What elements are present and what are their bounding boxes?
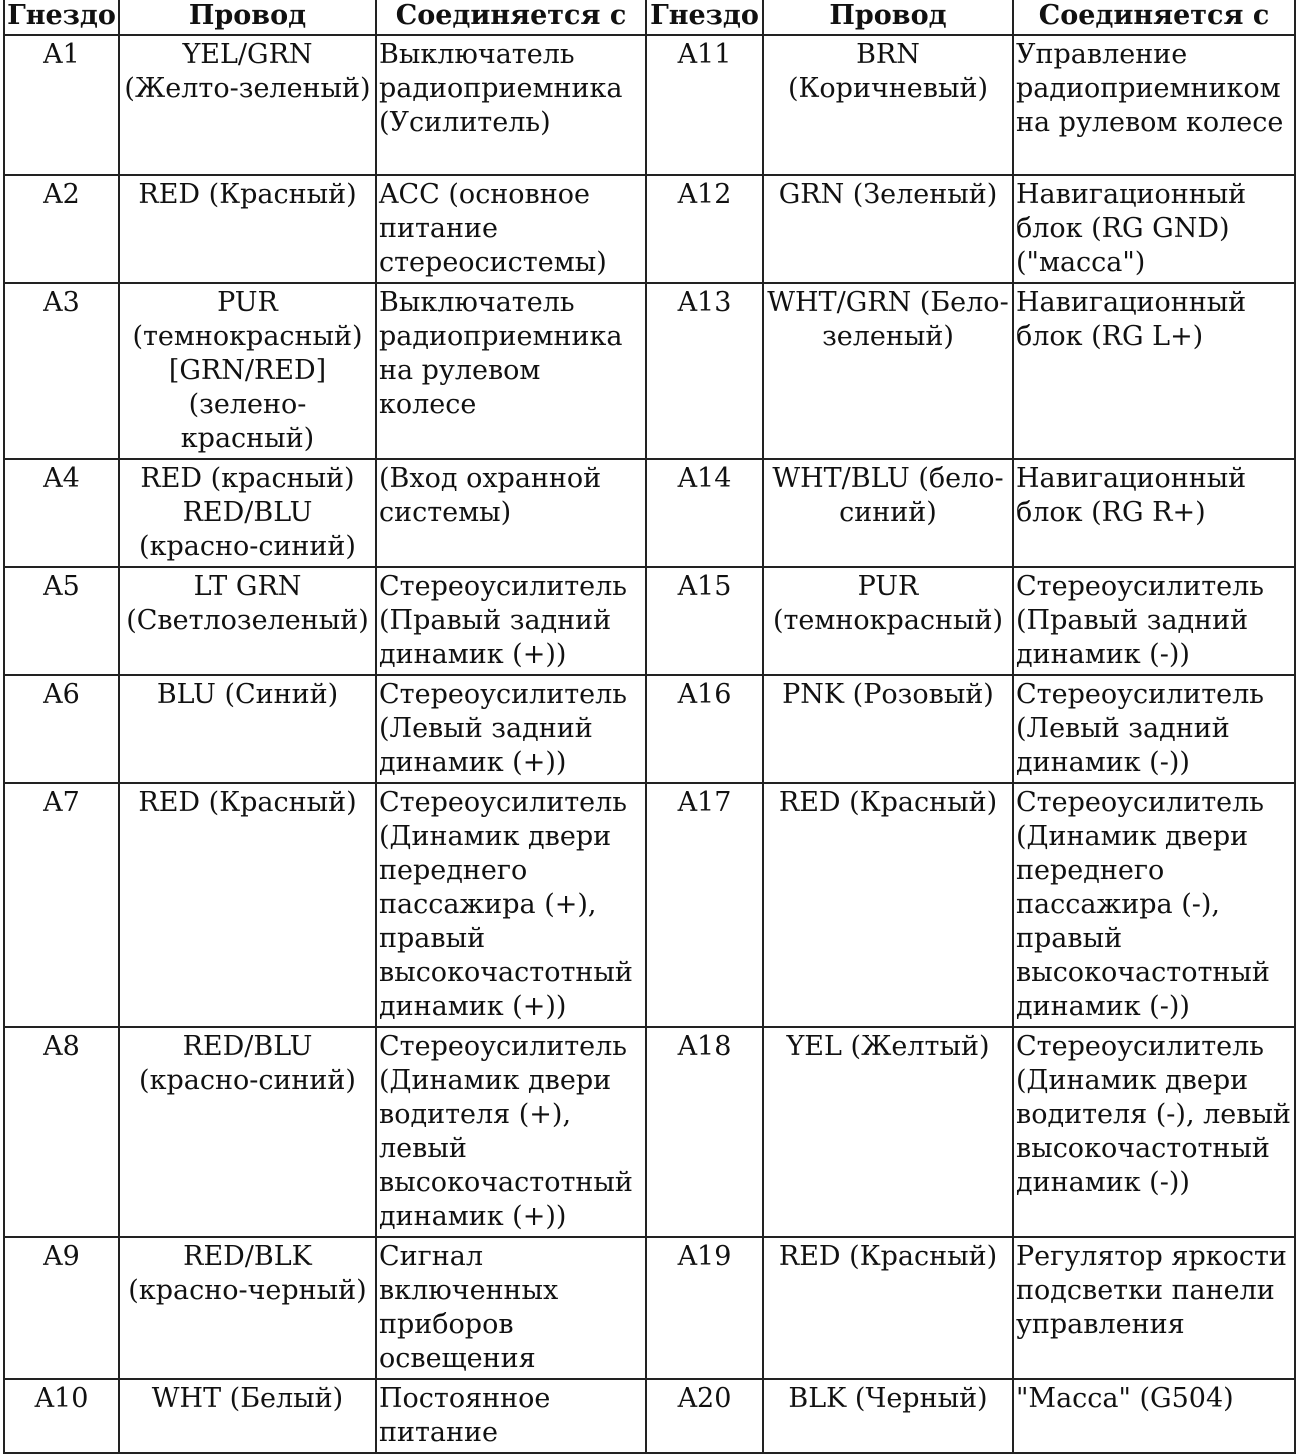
- cell-socket-left: A5: [4, 567, 119, 675]
- cell-wire-left: WHT (Белый): [119, 1379, 376, 1453]
- cell-wire-right: WHT/GRN (Бело-зеленый): [763, 283, 1013, 459]
- table-row: [4, 35, 1295, 175]
- cell-socket-left: A6: [4, 675, 119, 783]
- table-row: [4, 1379, 1295, 1453]
- cell-connects-left: Стереоусилитель (Динамик двери водителя (+), левый высокочастотный динамик (+)): [376, 1027, 646, 1237]
- cell-socket-left: A1: [4, 35, 119, 175]
- cell-connects-right: "Масса" (G504): [1013, 1379, 1295, 1453]
- cell-wire-right: GRN (Зеленый): [763, 175, 1013, 283]
- cell-wire-right: RED (Красный): [763, 783, 1013, 1027]
- cell-wire-right: BRN (Коричневый): [763, 35, 1013, 175]
- cell-connects-left: Стереоусилитель (Левый задний динамик (+)): [376, 675, 646, 783]
- table-row: [4, 1027, 1295, 1237]
- header-connects-right: Соединяется с: [1013, 0, 1295, 35]
- cell-wire-right: BLK (Черный): [763, 1379, 1013, 1453]
- cell-wire-right: PUR (темнокрасный): [763, 567, 1013, 675]
- cell-socket-right: A15: [646, 567, 763, 675]
- table-row: [4, 283, 1295, 459]
- cell-wire-right: RED (Красный): [763, 1237, 1013, 1379]
- cell-connects-left: (Вход охранной системы): [376, 459, 646, 567]
- cell-socket-left: A3: [4, 283, 119, 459]
- cell-wire-left: BLU (Синий): [119, 675, 376, 783]
- cell-wire-right: WHT/BLU (бело-синий): [763, 459, 1013, 567]
- cell-socket-right: A13: [646, 283, 763, 459]
- table-row: [4, 783, 1295, 1027]
- cell-connects-left: Постоянное питание: [376, 1379, 646, 1453]
- cell-socket-right: A20: [646, 1379, 763, 1453]
- cell-wire-left: RED (Красный): [119, 783, 376, 1027]
- cell-wire-right: PNK (Розовый): [763, 675, 1013, 783]
- cell-connects-right: Навигационный блок (RG L+): [1013, 283, 1295, 459]
- header-connects-left: Соединяется с: [376, 0, 646, 35]
- cell-connects-left: Выключатель радиоприемника на рулевом колесе: [376, 283, 646, 459]
- cell-socket-left: A2: [4, 175, 119, 283]
- header-wire-right: Провод: [763, 0, 1013, 35]
- header-row: [4, 0, 1295, 35]
- cell-connects-right: Регулятор яркости подсветки панели управления: [1013, 1237, 1295, 1379]
- cell-connects-left: Стереоусилитель (Динамик двери переднего пассажира (+), правый высокочастотный динамик (+)): [376, 783, 646, 1027]
- cell-connects-right: Стереоусилитель (Динамик двери водителя (-), левый высокочастотный динамик (-)): [1013, 1027, 1295, 1237]
- cell-socket-right: A16: [646, 675, 763, 783]
- cell-socket-left: A9: [4, 1237, 119, 1379]
- cell-wire-left: LT GRN (Светлозеленый): [119, 567, 376, 675]
- table-row: [4, 175, 1295, 283]
- cell-connects-left: Выключатель радиоприемника (Усилитель): [376, 35, 646, 175]
- cell-connects-right: Стереоусилитель (Динамик двери переднего пассажира (-), правый высокочастотный динамик (-)): [1013, 783, 1295, 1027]
- cell-socket-right: A11: [646, 35, 763, 175]
- header-socket-right: Гнездо: [646, 0, 763, 35]
- cell-wire-left: RED (красный) RED/BLU (красно-синий): [119, 459, 376, 567]
- cell-wire-left: PUR (темнокрасный) [GRN/RED] (зелено-красный): [119, 283, 376, 459]
- table-row: [4, 567, 1295, 675]
- cell-connects-right: Навигационный блок (RG GND) ("масса"): [1013, 175, 1295, 283]
- cell-wire-right: YEL (Желтый): [763, 1027, 1013, 1237]
- cell-socket-right: A17: [646, 783, 763, 1027]
- cell-connects-right: Стереоусилитель (Правый задний динамик (-)): [1013, 567, 1295, 675]
- cell-connects-right: Стереоусилитель (Левый задний динамик (-)): [1013, 675, 1295, 783]
- cell-wire-left: YEL/GRN (Желто-зеленый): [119, 35, 376, 175]
- cell-socket-left: A8: [4, 1027, 119, 1237]
- cell-connects-right: Управление радиоприемником на рулевом колесе: [1013, 35, 1295, 175]
- cell-wire-left: RED (Красный): [119, 175, 376, 283]
- pinout-table: [3, 0, 1296, 1454]
- cell-connects-left: Сигнал включенных приборов освещения: [376, 1237, 646, 1379]
- cell-wire-left: RED/BLU (красно-синий): [119, 1027, 376, 1237]
- cell-socket-left: A7: [4, 783, 119, 1027]
- cell-socket-left: A10: [4, 1379, 119, 1453]
- header-wire-left: Провод: [119, 0, 376, 35]
- cell-connects-right: Навигационный блок (RG R+): [1013, 459, 1295, 567]
- table-row: [4, 1237, 1295, 1379]
- cell-wire-left: RED/BLK (красно-черный): [119, 1237, 376, 1379]
- header-socket-left: Гнездо: [4, 0, 119, 35]
- table-row: [4, 459, 1295, 567]
- cell-socket-right: A14: [646, 459, 763, 567]
- cell-socket-left: A4: [4, 459, 119, 567]
- cell-socket-right: A12: [646, 175, 763, 283]
- cell-socket-right: A19: [646, 1237, 763, 1379]
- cell-socket-right: A18: [646, 1027, 763, 1237]
- table-row: [4, 675, 1295, 783]
- cell-connects-left: Стереоусилитель (Правый задний динамик (+)): [376, 567, 646, 675]
- cell-connects-left: ACC (основное питание стереосистемы): [376, 175, 646, 283]
